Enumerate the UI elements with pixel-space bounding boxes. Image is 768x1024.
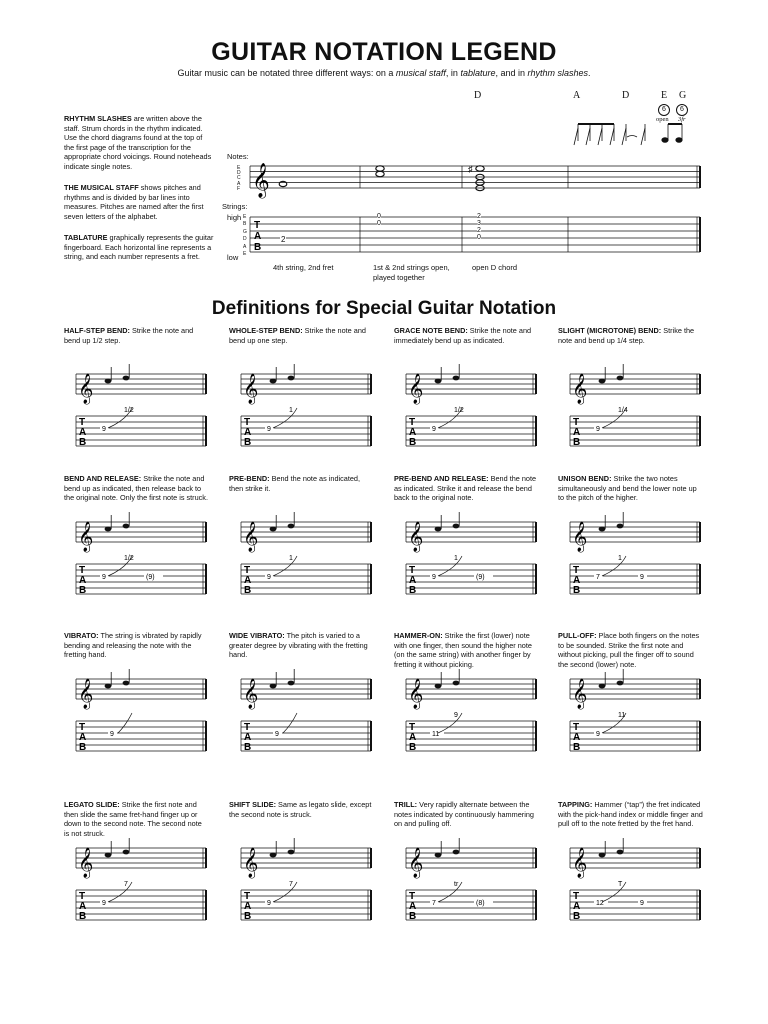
- note-letter: D: [237, 170, 241, 177]
- tab-number: 9: [432, 574, 436, 581]
- tab-number: 2: [477, 227, 481, 234]
- definition-text: [394, 800, 539, 829]
- tab-clef-letter: B: [244, 742, 252, 753]
- note-head: [617, 524, 624, 529]
- tab-clef-letter: T: [409, 417, 416, 428]
- tab-number: 1: [289, 407, 293, 414]
- definition-text: [229, 631, 374, 660]
- tab-clef-letter: B: [409, 437, 417, 448]
- note-head: [270, 527, 277, 532]
- tab-clef-letter: B: [409, 585, 417, 596]
- subtitle-text-2: , in: [445, 68, 461, 78]
- string-letter: E: [243, 214, 247, 220]
- tab-clef-letter: A: [573, 575, 581, 586]
- definition-description: Bend the note as indicated, then strike it.: [229, 474, 361, 493]
- tab-number: 11: [618, 712, 626, 719]
- tab-number: (9): [146, 574, 155, 581]
- chord-label: D: [622, 90, 630, 101]
- tab-number: 9: [267, 574, 271, 581]
- tab-number: 0: [477, 234, 481, 241]
- treble-clef-icon: 𝄞: [243, 847, 259, 877]
- treble-clef-icon: 𝄞: [78, 521, 94, 551]
- notation-example: [74, 669, 216, 779]
- tab-clef-letter: A: [409, 732, 417, 743]
- tab-clef-letter: T: [79, 722, 86, 733]
- tab-number: 1/4: [618, 407, 628, 414]
- example-tab-clef: [254, 220, 261, 253]
- tab-number: 9: [267, 900, 271, 907]
- subtitle-text-1: Guitar music can be notated three different ways: on a: [177, 68, 396, 78]
- notation-example: [239, 364, 381, 474]
- note-head: [599, 527, 606, 532]
- treble-clef-icon: 𝄞: [572, 847, 588, 877]
- note-head: [435, 853, 442, 858]
- tab-number: 1: [618, 555, 622, 562]
- tab-clef-letter: B: [79, 742, 87, 753]
- definition-term: TAPPING:: [558, 800, 593, 809]
- legend-term: THE MUSICAL STAFF: [64, 183, 139, 192]
- definition-text: [558, 326, 703, 345]
- note-head: [105, 684, 112, 689]
- definition-text: [558, 631, 703, 669]
- notation-example: [404, 364, 546, 474]
- treble-clef-icon: 𝄞: [408, 678, 424, 708]
- tab-number: 1/2: [124, 555, 134, 562]
- note-head: [617, 850, 624, 855]
- treble-clef-icon: 𝄞: [78, 373, 94, 403]
- notation-example: [74, 512, 216, 622]
- definitions-title: Definitions for Special Guitar Notation: [211, 298, 557, 319]
- note-head: [599, 379, 606, 384]
- tab-number: 9: [275, 731, 279, 738]
- tab-clef-letter: T: [573, 722, 580, 733]
- note-head: [617, 376, 624, 381]
- note-head: [123, 850, 130, 855]
- treble-clef-icon: 𝄞: [243, 373, 259, 403]
- note-head: [288, 524, 295, 529]
- tab-clef-letter: B: [409, 742, 417, 753]
- string-letter: A: [243, 243, 247, 250]
- tab-clef-letter: B: [244, 911, 252, 922]
- note-head: [105, 853, 112, 858]
- tab-number: (9): [476, 574, 485, 581]
- note-head: [599, 853, 606, 858]
- caption-2: 1st & 2nd strings open, played together: [373, 263, 450, 282]
- tab-clef-letter: T: [409, 891, 416, 902]
- tab-number: 9: [102, 900, 106, 907]
- definition-term: WHOLE-STEP BEND:: [229, 326, 303, 335]
- definition-term: TRILL:: [394, 800, 418, 809]
- definition-text: [558, 474, 703, 503]
- note-head: [270, 379, 277, 384]
- tab-clef-letter: B: [79, 911, 87, 922]
- definition-description: Strike the two notes simultaneously and bend the lower note up to the pitch of the higher.: [558, 474, 697, 503]
- tab-clef-letter: A: [573, 427, 581, 438]
- definition-text: [64, 800, 209, 838]
- notation-example: [568, 512, 710, 622]
- string-letter: G: [243, 228, 247, 235]
- tab-clef-letter: B: [244, 585, 252, 596]
- notes-label: Notes:: [227, 152, 249, 161]
- note-letter: A: [237, 180, 241, 187]
- definition-term: PRE-BEND AND RELEASE:: [394, 474, 489, 483]
- note-head: [288, 376, 295, 381]
- tab-number: 9: [110, 731, 114, 738]
- notation-example: [74, 838, 216, 948]
- note-head: [435, 379, 442, 384]
- notation-example: [74, 364, 216, 474]
- tab-clef-letter: T: [409, 565, 416, 576]
- definition-text: [394, 474, 539, 503]
- legend-text: shows pitches and rhythms and is divided by bar lines into measures. Pitches are named after the first seven letters of the alphabet.: [64, 183, 204, 221]
- tab-clef-letter: B: [573, 585, 581, 596]
- definition-description: Strike the note and bend up 1/4 step.: [558, 326, 695, 345]
- treble-clef-icon: 𝄞: [243, 521, 259, 551]
- tab-number: 0: [377, 213, 381, 220]
- tab-clef-letter: A: [573, 901, 581, 912]
- string-letter: B: [243, 221, 247, 228]
- tab-clef-letter: T: [79, 565, 86, 576]
- definition-description: Place both fingers on the notes to be sounded. Strike the first note and without picking, pull the finger off to sound the second (lower) note.: [558, 631, 700, 669]
- open-label: open: [656, 116, 669, 123]
- tab-number: (8): [476, 900, 485, 907]
- definition-description: Strike the first note and then slide the same fret-hand finger up or down to the second note. The second note is not struck.: [64, 800, 202, 838]
- string-letter: D: [243, 236, 247, 243]
- subtitle-tab: tablature: [460, 68, 496, 78]
- tab-clef-letter: T: [244, 722, 251, 733]
- tab-clef-t: T: [254, 220, 261, 231]
- notation-example: [239, 838, 381, 948]
- tab-number: 7: [124, 881, 128, 888]
- definition-description: Strike the note and bend up 1/2 step.: [64, 326, 194, 345]
- note-head: [453, 376, 460, 381]
- tab-clef-letter: B: [573, 911, 581, 922]
- treble-clef-icon: 𝄞: [572, 373, 588, 403]
- note-head: [105, 527, 112, 532]
- note-head: [288, 681, 295, 686]
- subtitle-slashes: rhythm slashes: [527, 68, 589, 78]
- treble-clef-icon: 𝄞: [243, 678, 259, 708]
- tab-clef-letter: A: [79, 901, 87, 912]
- definition-term: PULL-OFF:: [558, 631, 597, 640]
- legend-term: TABLATURE: [64, 233, 108, 242]
- tab-number: 9: [102, 426, 106, 433]
- definition-term: SHIFT SLIDE:: [229, 800, 277, 809]
- note-head: [270, 853, 277, 858]
- definition-term: GRACE NOTE BEND:: [394, 326, 468, 335]
- high-label: high: [227, 213, 242, 222]
- definition-description: Bend the note as indicated. Strike it and release the bend back to the original note.: [394, 474, 537, 503]
- string-marker-icon: 6: [676, 104, 688, 116]
- tab-number: 1: [454, 555, 458, 562]
- note-head: [435, 527, 442, 532]
- tab-number: 2: [477, 213, 481, 220]
- treble-clef-icon: 𝄞: [408, 847, 424, 877]
- tab-number: 9: [596, 426, 600, 433]
- tab-clef-letter: T: [79, 417, 86, 428]
- definition-description: Strike the note and immediately bend up as indicated.: [394, 326, 532, 345]
- definition-text: [229, 474, 374, 493]
- treble-clef-icon: 𝄞: [572, 521, 588, 551]
- note-head: [123, 376, 130, 381]
- string-letter: E: [243, 251, 247, 258]
- notation-example: [568, 838, 710, 948]
- strings-label: Strings:: [222, 202, 248, 211]
- notation-example: [404, 669, 546, 779]
- tab-clef-letter: A: [79, 575, 87, 586]
- note-head: [453, 850, 460, 855]
- definition-description: Strike the note and bend up as indicated, then release back to the original note. Only the first note is struck.: [64, 474, 208, 503]
- notation-example: [404, 512, 546, 622]
- note-head: [123, 524, 130, 529]
- treble-clef-icon: 𝄞: [78, 847, 94, 877]
- example-staff: [250, 166, 700, 188]
- tab-number: 11: [432, 731, 440, 738]
- definition-description: Same as legato slide, except the second note is struck.: [229, 800, 372, 819]
- notation-example: [239, 669, 381, 779]
- definition-description: The pitch is varied to a greater degree by vibrating with the fretting hand.: [229, 631, 368, 660]
- definition-description: The string is vibrated by rapidly bending and releasing the note with the fretting hand.: [64, 631, 202, 660]
- tab-number: 9: [640, 900, 644, 907]
- definition-term: SLIGHT (MICROTONE) BEND:: [558, 326, 662, 335]
- legend-term: RHYTHM SLASHES: [64, 114, 132, 123]
- tab-clef-a: A: [254, 231, 262, 242]
- tab-number: 9: [267, 426, 271, 433]
- tab-clef-letter: A: [409, 901, 417, 912]
- definition-description: Strike the note and bend up one step.: [229, 326, 366, 345]
- note-head: [453, 524, 460, 529]
- tab-clef-letter: A: [244, 732, 252, 743]
- sharp-icon: ♯: [468, 164, 473, 174]
- definition-text: [64, 326, 209, 345]
- definition-text: [229, 800, 374, 819]
- example-notes: [279, 166, 484, 191]
- definition-term: HAMMER-ON:: [394, 631, 443, 640]
- note-letter: F: [237, 185, 241, 192]
- legend-text: graphically represents the guitar fingerboard. Each horizontal line represents a string, and each number represents a fret.: [64, 233, 214, 262]
- tab-clef-letter: A: [244, 427, 252, 438]
- definition-description: Strike the first (lower) note with one finger, then sound the higher note (on the same string) with another finger by fretting it without picking.: [394, 631, 532, 669]
- chord-label: E: [661, 90, 668, 101]
- tab-clef-letter: A: [244, 901, 252, 912]
- subtitle-text-3: , and in: [495, 68, 528, 78]
- legend-text: are written above the staff. Strum chords in the rhythm indicated. Use the chord diagrams found at the top of the first page of the transcription for the appropriate chord voicings. Round noteheads indicate single notes.: [64, 114, 212, 171]
- tab-clef-letter: A: [244, 575, 252, 586]
- definition-text: [64, 631, 209, 660]
- tab-clef-letter: B: [79, 585, 87, 596]
- tab-number: 1/2: [124, 407, 134, 414]
- tab-number: 9: [640, 574, 644, 581]
- tab-clef-letter: T: [244, 565, 251, 576]
- tab-number: 3: [477, 220, 481, 227]
- tab-number: 9: [454, 712, 458, 719]
- fret-label: 3fr: [678, 116, 686, 123]
- definition-text: [558, 800, 703, 829]
- tab-clef-letter: A: [409, 575, 417, 586]
- definition-term: VIBRATO:: [64, 631, 99, 640]
- example-notation: [0, 0, 768, 300]
- definition-text: [64, 474, 209, 503]
- definition-term: PRE-BEND:: [229, 474, 270, 483]
- note-head: [105, 379, 112, 384]
- subtitle-text-4: .: [588, 68, 591, 78]
- note-head: [270, 684, 277, 689]
- note-head: [288, 850, 295, 855]
- example-tab-staff: [250, 217, 700, 252]
- tab-clef-letter: T: [244, 417, 251, 428]
- definition-term: HALF-STEP BEND:: [64, 326, 130, 335]
- tab-clef-letter: A: [409, 427, 417, 438]
- treble-clef-icon: 𝄞: [408, 373, 424, 403]
- tab-clef-letter: A: [79, 427, 87, 438]
- definition-description: Very rapidly alternate between the notes indicated by continuously hammering on and pulling off.: [394, 800, 534, 829]
- note-head: [599, 684, 606, 689]
- note-head: [453, 681, 460, 686]
- tab-clef-letter: B: [244, 437, 252, 448]
- tab-clef-letter: A: [79, 732, 87, 743]
- note-head: [123, 681, 130, 686]
- tab-number: 1/2: [454, 407, 464, 414]
- subtitle-staff: musical staff: [395, 68, 446, 78]
- chord-label: G: [679, 90, 687, 101]
- note-head: [435, 684, 442, 689]
- rhythm-slashes: [250, 124, 700, 163]
- treble-clef-icon: 𝄞: [408, 521, 424, 551]
- chord-label: A: [573, 90, 581, 101]
- definition-text: [394, 631, 539, 669]
- tab-clef-letter: A: [573, 732, 581, 743]
- notation-example: [568, 364, 710, 474]
- tab-clef-letter: B: [409, 911, 417, 922]
- definition-text: [229, 326, 374, 345]
- definition-description: Hammer (“tap”) the fret indicated with the pick-hand index or middle finger and pull off to the note fretted by the fret hand.: [558, 800, 703, 829]
- definition-term: UNISON BEND:: [558, 474, 612, 483]
- tab-number: 1: [289, 555, 293, 562]
- tab-number: tr: [454, 881, 459, 888]
- note-head: [617, 681, 624, 686]
- tab-number: 9: [432, 426, 436, 433]
- tab-clef-letter: T: [573, 417, 580, 428]
- caption-3: open D chord: [472, 263, 518, 272]
- treble-clef-icon: 𝄞: [78, 678, 94, 708]
- definition-term: LEGATO SLIDE:: [64, 800, 120, 809]
- tab-number: 9: [102, 574, 106, 581]
- treble-clef-icon: 𝄞: [252, 164, 270, 197]
- tab-number: 7: [432, 900, 436, 907]
- low-label: low: [227, 253, 239, 262]
- tab-clef-letter: T: [573, 565, 580, 576]
- tab-clef-b: B: [254, 242, 262, 253]
- notation-example: [239, 512, 381, 622]
- treble-clef-icon: 𝄞: [572, 678, 588, 708]
- definition-text: [394, 326, 539, 345]
- tab-clef-letter: B: [79, 437, 87, 448]
- tab-number: 7: [596, 574, 600, 581]
- tab-clef-letter: B: [573, 437, 581, 448]
- tab-number: T: [618, 881, 623, 888]
- page-title: GUITAR NOTATION LEGEND: [211, 38, 557, 66]
- tab-number: 2: [281, 235, 286, 244]
- note-letter: E: [237, 165, 241, 171]
- tab-clef-letter: T: [244, 891, 251, 902]
- string-marker-icon: 6: [658, 104, 670, 116]
- tab-number: 12: [596, 900, 604, 907]
- notation-example: [568, 669, 710, 779]
- tab-number: 9: [596, 731, 600, 738]
- note-letter: C: [237, 175, 241, 182]
- tab-number: 0: [377, 220, 381, 227]
- tab-clef-letter: T: [79, 891, 86, 902]
- notation-example: [404, 838, 546, 948]
- tab-clef-letter: T: [573, 891, 580, 902]
- caption-1: 4th string, 2nd fret: [273, 263, 334, 272]
- tab-clef-letter: T: [409, 722, 416, 733]
- tab-number: 7: [289, 881, 293, 888]
- definition-term: WIDE VIBRATO:: [229, 631, 285, 640]
- definition-term: BEND AND RELEASE:: [64, 474, 142, 483]
- tab-clef-letter: B: [573, 742, 581, 753]
- chord-label: D: [474, 90, 482, 101]
- slash-notes: [574, 124, 645, 146]
